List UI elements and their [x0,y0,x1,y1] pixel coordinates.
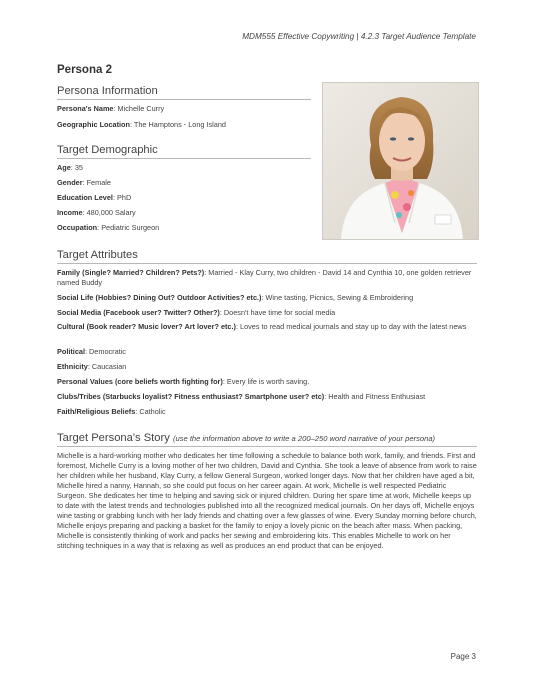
persona-photo [322,82,479,240]
cultural-value: : Loves to read medical journals and stay up to day with the latest news [235,322,467,331]
persona-name-label: Persona's Name [57,104,114,113]
location-value: : The Hamptons - Long Island [129,120,226,129]
social-media-field [57,308,477,318]
social-life-value: : Wine tasting, Picnics, Sewing & Embroidering [261,293,414,302]
gender-field [57,178,111,188]
gender-label: Gender [57,178,83,187]
attributes-heading: Target Attributes [57,249,138,261]
occupation-value: : Pediatric Surgeon [97,223,160,232]
social-media-value: : Doesn't have time for social media [219,308,336,317]
persona-photo-image [323,83,479,240]
gender-value: : Female [82,178,111,187]
persona-info-rule [57,99,311,100]
personal-values-label: Personal Values (core beliefs worth fighting for) [57,377,223,386]
persona-name-value: : Michelle Curry [113,104,165,113]
family-value: : Married - Klay Curry, two children - David 14 and Cynthia 10, one golden retriever named Buddy [57,268,472,287]
document-header: MDM555 Effective Copywriting | 4.2.3 Target Audience Template [242,32,476,41]
location-label: Geographic Location [57,120,130,129]
political-value: : Democratic [84,347,126,356]
family-field [57,268,477,288]
social-life-label: Social Life (Hobbies? Dining Out? Outdoor Activities? etc.) [57,293,262,302]
occupation-field [57,223,159,233]
income-label: Income [57,208,83,217]
ethnicity-field [57,362,477,372]
family-label: Family (Single? Married? Children? Pets?) [57,268,205,277]
clubs-field [57,392,477,402]
personal-values-value: : Every life is worth saving. [222,377,310,386]
page-number: Page 3 [450,652,476,661]
location-field [57,120,226,130]
age-field [57,163,83,173]
political-label: Political [57,347,85,356]
income-field [57,208,136,218]
political-field [57,347,477,357]
attributes-rule [57,263,477,264]
ethnicity-label: Ethnicity [57,362,88,371]
persona-info-heading: Persona Information [57,85,158,97]
faith-field [57,407,477,417]
story-rule [57,446,477,447]
faith-label: Faith/Religious Beliefs [57,407,136,416]
cultural-field [57,322,477,332]
ethnicity-value: : Caucasian [87,362,127,371]
education-value: : PhD [112,193,132,202]
occupation-label: Occupation [57,223,98,232]
story-text: Michelle is a hard-working mother who dedicates her time following a schedule to balance both work, family, and friends. First and foremost, Michelle Curry is a loving mother of her two children, David and Cynthia. She took a leave of absence from work to raise her children while her husband, Klay Curry, a fellow General Surgeon, worked longer days. Now that her children have aged a bit, Michelle hired a nanny, Hannah, so she could put focus on her career again. At work, Michelle is well respected Pediatric Surgeon. She dedicates her time to helping and saving sick or injured children. During her spare time at work, Michelle keeps up to date with the latest trends and technologies published into all the recognized medical journals. On her days off, Michelle enjoys wine tasting or grabbing lunch with her lady friends and chatting over a few glasses of wine. Every Sunday morning before church, Michelle enjoys preparing and packing a basket for the family to enjoy a lovely picnic on the beach after mass. When packing, Michelle is consistently thinking of work and packs her sewing and embroidering kits. This enables Michelle to work on her stitching techniques in a way that is relaxing as well as produces an end product that can be enjoyed. [57,451,477,550]
education-field [57,193,131,203]
faith-value: : Catholic [135,407,166,416]
story-heading: Target Persona's Story [57,432,170,444]
persona-title: Persona 2 [57,64,112,76]
age-label: Age [57,163,71,172]
demographic-heading: Target Demographic [57,144,158,156]
cultural-label: Cultural (Book reader? Music lover? Art lover? etc.) [57,322,236,331]
education-label: Education Level [57,193,113,202]
persona-name-field [57,104,164,114]
clubs-value: : Health and Fitness Enthusiast [324,392,426,401]
income-value: : 480,000 Salary [82,208,136,217]
story-heading-line [57,432,435,444]
age-value: : 35 [70,163,83,172]
personal-values-field [57,377,477,387]
demographic-rule [57,158,311,159]
clubs-label: Clubs/Tribes (Starbucks loyalist? Fitness enthusiast? Smartphone user? etc) [57,392,325,401]
social-life-field [57,293,477,303]
story-note: (use the information above to write a 200–250 word narrative of your persona) [172,434,436,443]
social-media-label: Social Media (Facebook user? Twitter? Other?) [57,308,220,317]
